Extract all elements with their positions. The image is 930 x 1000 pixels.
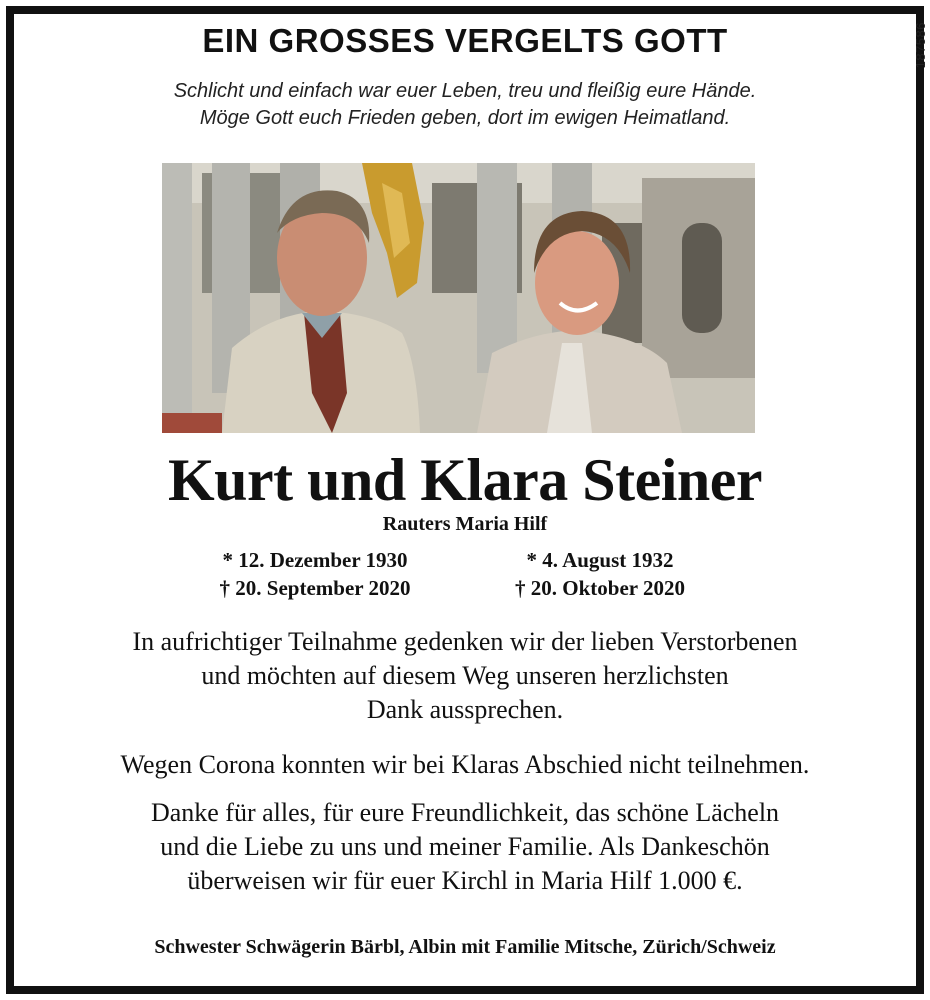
death-date: † 20. September 2020	[219, 576, 411, 600]
verse-line: Schlicht und einfach war euer Leben, treu und fleißig eure Hände.	[173, 80, 757, 102]
birth-date: * 12. Dezember 1930	[222, 548, 408, 572]
place-name: Rauters Maria Hilf	[382, 513, 548, 535]
paragraph-line: Danke für alles, für eure Freundlichkeit, das schöne Lächeln	[150, 798, 780, 827]
thanks-paragraph	[0, 796, 930, 898]
verse	[0, 78, 930, 132]
paragraph-line: und die Liebe zu uns und meiner Familie. Als Dankeschön	[160, 832, 770, 861]
reference-number: 187586	[913, 22, 928, 69]
deceased-names: Kurt und Klara Steiner	[167, 447, 762, 513]
headline: EIN GROSSES VERGELTS GOTT	[202, 22, 728, 59]
paragraph-line: Dank aussprechen.	[366, 695, 564, 724]
death-date: † 20. Oktober 2020	[515, 576, 685, 600]
couple-photo	[162, 163, 755, 433]
birth-date: * 4. August 1932	[526, 548, 674, 572]
signature: Schwester Schwägerin Bärbl, Albin mit Familie Mitsche, Zürich/Schweiz	[154, 936, 776, 958]
paragraph-line: In aufrichtiger Teilnahme gedenken wir der lieben Verstorbenen	[132, 627, 798, 656]
corona-note: Wegen Corona konnten wir bei Klaras Abschied nicht teilnehmen.	[120, 750, 810, 779]
condolence-paragraph	[0, 625, 930, 727]
paragraph-line: und möchten auf diesem Weg unseren herzlichsten	[201, 661, 729, 690]
paragraph-line: überweisen wir für euer Kirchl in Maria Hilf 1.000 €.	[187, 866, 743, 895]
couple-photo-illustration	[162, 163, 755, 433]
dates-kurt	[185, 546, 445, 602]
verse-line: Möge Gott euch Frieden geben, dort im ewigen Heimatland.	[199, 107, 731, 129]
dates-klara	[480, 546, 720, 602]
